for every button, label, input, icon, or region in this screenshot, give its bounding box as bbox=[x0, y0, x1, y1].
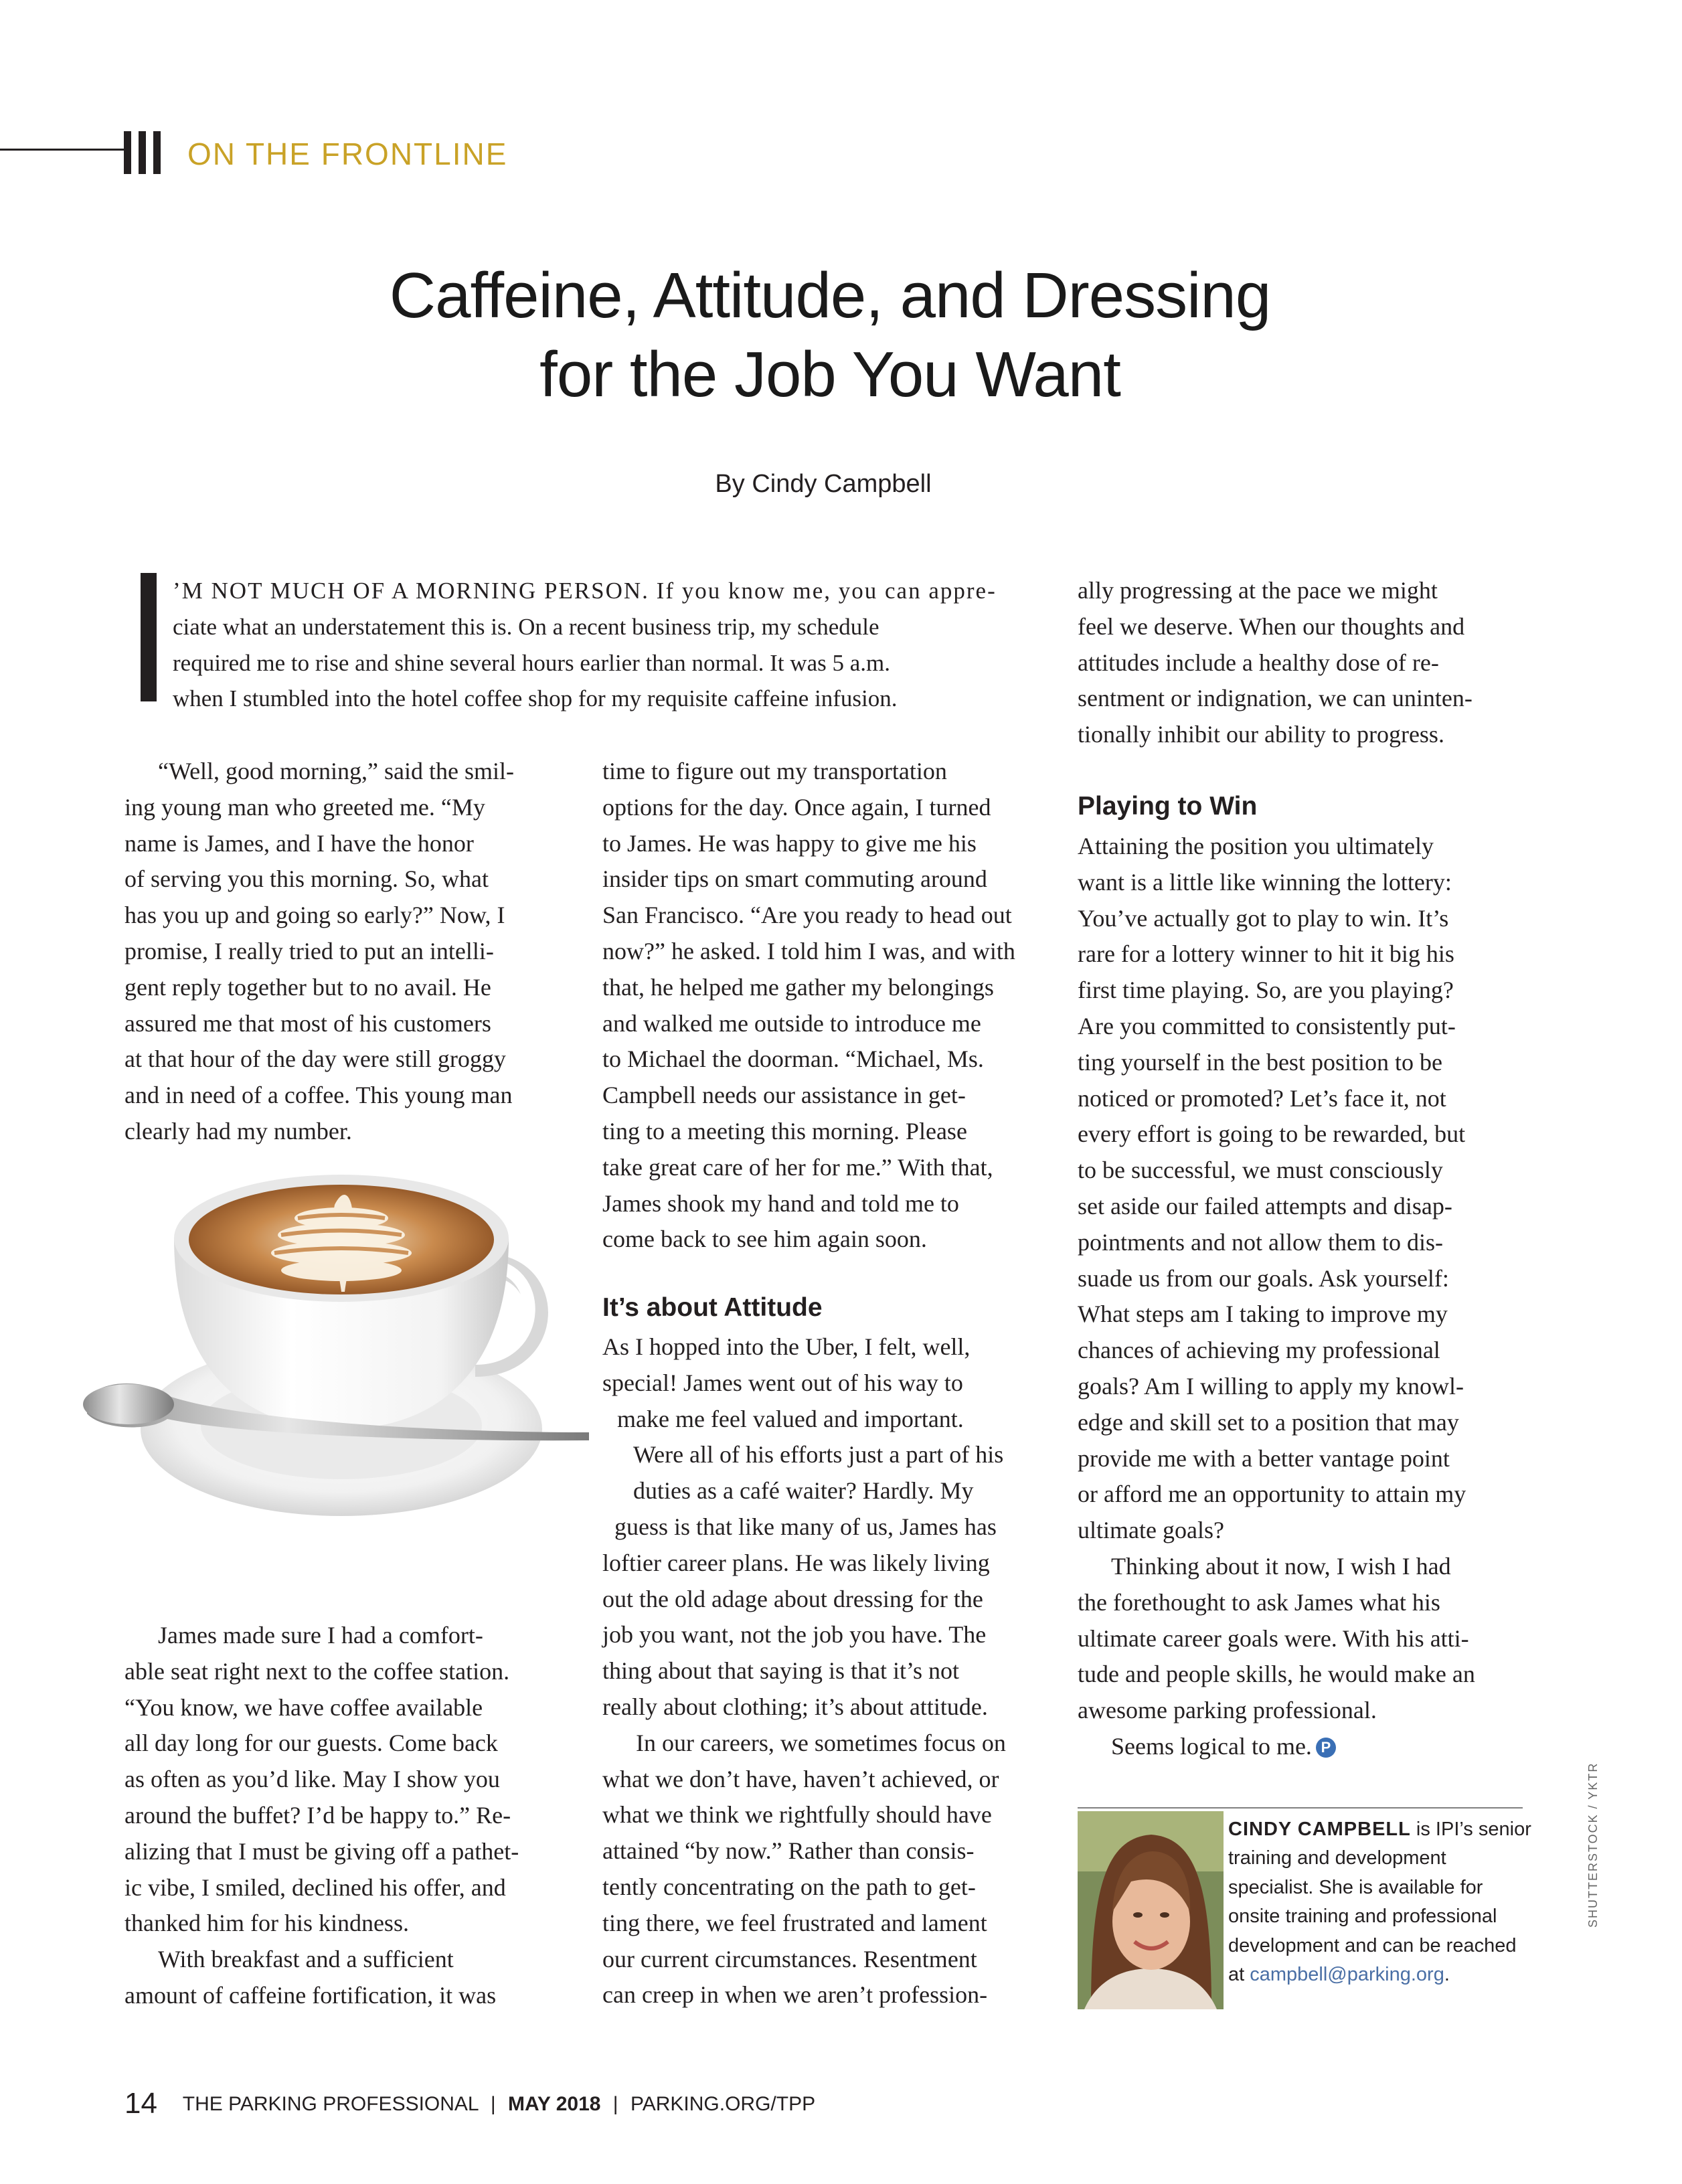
text-line: come back to see him again soon. bbox=[602, 1226, 927, 1253]
page-footer bbox=[124, 2087, 815, 2120]
text-line: rare for a lottery winner to hit it big his bbox=[1078, 940, 1454, 968]
text-line: around the buffet? I’d be happy to.” Re- bbox=[124, 1801, 511, 1829]
text-line: alizing that I must be giving off a pathet- bbox=[124, 1837, 519, 1865]
text-line: James shook my hand and told me to bbox=[602, 1189, 959, 1217]
text-line: awesome parking professional. bbox=[1078, 1697, 1377, 1724]
text-line: San Francisco. “Are you ready to head out bbox=[602, 902, 1012, 929]
intro-line: required me to rise and shine several hours earlier than normal. It was 5 a.m. bbox=[173, 649, 890, 676]
page-number: 14 bbox=[124, 2087, 157, 2120]
text-line: ultimate career goals were. With his atti- bbox=[1078, 1624, 1469, 1652]
author-name: CINDY CAMPBELL bbox=[1228, 1819, 1411, 1840]
text-line: James made sure I had a comfort- bbox=[158, 1622, 483, 1649]
text-line: ally progressing at the pace we might bbox=[1078, 577, 1438, 604]
text-line: time to figure out my transportation bbox=[602, 758, 947, 784]
text-line: sentment or indignation, we can uninten- bbox=[1078, 685, 1473, 712]
text-line: Campbell needs our assistance in get- bbox=[602, 1082, 966, 1109]
text-line: set aside our failed attempts and disap- bbox=[1078, 1192, 1452, 1220]
text-line: promise, I really tried to put an intelli- bbox=[124, 937, 494, 964]
text-line: “You know, we have coffee available bbox=[124, 1693, 483, 1721]
text-line: as often as you’d like. May I show you bbox=[124, 1766, 500, 1793]
text-line: out the old adage about dressing for the bbox=[602, 1585, 983, 1612]
text-line: ic vibe, I smiled, declined his offer, and bbox=[124, 1873, 506, 1901]
bio-line: at campbell@parking.org. bbox=[1228, 1964, 1450, 1986]
text-line: special! James went out of his way to bbox=[602, 1369, 963, 1396]
text-line: want is a little like winning the lottery: bbox=[1078, 868, 1452, 896]
intro-line: ’M NOT MUCH OF A MORNING PERSON. If you know me, you can appre- bbox=[173, 578, 997, 604]
intro-paragraph bbox=[173, 573, 997, 717]
text-line: to be successful, we must consciously bbox=[1078, 1157, 1443, 1184]
text-line: In our careers, we sometimes focus on bbox=[636, 1729, 1006, 1756]
text-line: With breakfast and a sufficient bbox=[158, 1946, 454, 1973]
text-line: What steps am I taking to improve my bbox=[1078, 1300, 1448, 1328]
text-line: attitudes include a healthy dose of re- bbox=[1078, 649, 1439, 676]
header-rule bbox=[0, 149, 129, 151]
text-line: You’ve actually got to play to win. It’s bbox=[1078, 904, 1449, 932]
text-line: to Michael the doorman. “Michael, Ms. bbox=[602, 1045, 984, 1073]
intro-line: ciate what an understatement this is. On a recent business trip, my schedule bbox=[173, 613, 879, 640]
text-line: attained “by now.” Rather than consis- bbox=[602, 1837, 975, 1865]
text-line: ultimate goals? bbox=[1078, 1517, 1224, 1544]
text-line: ing young man who greeted me. “My bbox=[124, 793, 485, 821]
text-line: all day long for our guests. Come back bbox=[124, 1730, 498, 1757]
text-line: ting yourself in the best position to be bbox=[1078, 1048, 1442, 1076]
bio-line: onsite training and professional bbox=[1228, 1906, 1497, 1928]
bio-line: training and development bbox=[1228, 1847, 1446, 1869]
text-line: tude and people skills, he would make an bbox=[1078, 1661, 1475, 1688]
text-line: can creep in when we aren’t profession- bbox=[602, 1981, 988, 2009]
text-line: job you want, not the job you have. The bbox=[602, 1621, 987, 1649]
text-line: that, he helped me gather my belongings bbox=[602, 973, 994, 1001]
bio-line: development and can be reached bbox=[1228, 1934, 1517, 1956]
text-line: what we think we rightfully should have bbox=[602, 1801, 992, 1829]
text-line: name is James, and I have the honor bbox=[124, 829, 474, 857]
text-line: at that hour of the day were still groggy bbox=[124, 1045, 506, 1073]
text-line: of serving you this morning. So, what bbox=[124, 865, 489, 893]
text-line: clearly had my number. bbox=[124, 1117, 352, 1145]
column-2-bottom bbox=[602, 1329, 1006, 2013]
text-line: make me feel valued and important. bbox=[617, 1405, 964, 1432]
column-3-top bbox=[1078, 573, 1473, 753]
text-line: edge and skill set to a position that may bbox=[1078, 1408, 1459, 1436]
title-line-2: for the Job You Want bbox=[539, 339, 1120, 410]
text-line: thanked him for his kindness. bbox=[124, 1910, 409, 1937]
text-line: gent reply together but to no avail. He bbox=[124, 973, 491, 1001]
text-line: Are you committed to consistently put- bbox=[1078, 1012, 1456, 1039]
publication-name: THE PARKING PROFESSIONAL bbox=[182, 2093, 479, 2115]
text-line: duties as a café waiter? Hardly. My bbox=[633, 1477, 974, 1505]
text-line: has you up and going so early?” Now, I bbox=[124, 902, 505, 929]
column-3-bottom bbox=[1078, 829, 1475, 1765]
drop-cap-i bbox=[141, 573, 157, 701]
text-line: to James. He was happy to give me his bbox=[602, 829, 977, 857]
text-line: ting to a meeting this morning. Please bbox=[602, 1117, 967, 1145]
text-line: feel we deserve. When our thoughts and bbox=[1078, 612, 1465, 640]
text-line: really about clothing; it’s about attitude. bbox=[602, 1693, 988, 1720]
end-mark-icon: P bbox=[1316, 1738, 1336, 1758]
section-bars-icon bbox=[124, 131, 164, 174]
bio-line: CINDY CAMPBELL is IPI’s senior bbox=[1228, 1819, 1531, 1840]
article-title bbox=[201, 256, 1459, 414]
text-line: tently concentrating on the path to get- bbox=[602, 1873, 976, 1900]
bio-rule bbox=[1078, 1807, 1523, 1809]
intro-line: when I stumbled into the hotel coffee shop for my requisite caffeine infusion. bbox=[173, 685, 898, 712]
text-line: thing about that saying is that it’s not bbox=[602, 1657, 959, 1685]
author-photo bbox=[1078, 1811, 1224, 2009]
text-line: pointments and not allow them to dis- bbox=[1078, 1228, 1443, 1256]
heading-playing-to-win: Playing to Win bbox=[1078, 792, 1258, 821]
author-bio bbox=[1228, 1815, 1531, 1989]
text-line: every effort is going to be rewarded, but bbox=[1078, 1120, 1466, 1148]
heading-attitude: It’s about Attitude bbox=[602, 1293, 823, 1322]
text-line: chances of achieving my professional bbox=[1078, 1337, 1440, 1364]
text-line: noticed or promoted? Let’s face it, not bbox=[1078, 1084, 1446, 1112]
publication-url[interactable]: PARKING.ORG/TPP bbox=[630, 2093, 816, 2115]
text-line: insider tips on smart commuting around bbox=[602, 865, 987, 893]
text-line: guess is that like many of us, James has bbox=[614, 1513, 997, 1540]
text-line: Thinking about it now, I wish I had bbox=[1111, 1552, 1451, 1580]
text-line: loftier career plans. He was likely living bbox=[602, 1549, 990, 1576]
column-2-top bbox=[602, 754, 1015, 1258]
text-line: ting there, we feel frustrated and lament bbox=[602, 1909, 987, 1936]
text-line: first time playing. So, are you playing? bbox=[1078, 977, 1454, 1004]
text-line: amount of caffeine fortification, it was bbox=[124, 1981, 497, 2009]
footer-separator: | bbox=[490, 2093, 496, 2115]
column-1-bottom bbox=[124, 1618, 519, 2014]
text-line: options for the day. Once again, I turned bbox=[602, 793, 991, 821]
text-line: Attaining the position you ultimately bbox=[1078, 833, 1434, 859]
byline: By Cindy Campbell bbox=[715, 470, 932, 498]
text-line: our current circumstances. Resentment bbox=[602, 1945, 977, 1972]
column-1-top bbox=[124, 754, 514, 1150]
text-line: Were all of his efforts just a part of his bbox=[633, 1441, 1004, 1468]
text-line: and in need of a coffee. This young man bbox=[124, 1082, 513, 1109]
text-line: take great care of her for me.” With that, bbox=[602, 1153, 993, 1181]
text-line: goals? Am I willing to apply my knowl- bbox=[1078, 1372, 1464, 1400]
section-label: ON THE FRONTLINE bbox=[187, 137, 508, 171]
title-line-1: Caffeine, Attitude, and Dressing bbox=[389, 260, 1271, 331]
text-line: able seat right next to the coffee station. bbox=[124, 1657, 510, 1685]
coffee-cup-image bbox=[74, 1165, 609, 1539]
text-line: and walked me outside to introduce me bbox=[602, 1009, 981, 1037]
text-line: assured me that most of his customers bbox=[124, 1009, 491, 1037]
issue-date: MAY 2018 bbox=[508, 2093, 601, 2115]
footer-separator: | bbox=[612, 2093, 618, 2115]
text-line: the forethought to ask James what his bbox=[1078, 1588, 1440, 1616]
text-line: As I hopped into the Uber, I felt, well, bbox=[602, 1333, 971, 1360]
bio-line: specialist. She is available for bbox=[1228, 1876, 1483, 1898]
photo-credit: SHUTTERSTOCK / YKTR bbox=[1586, 1762, 1600, 1928]
text-line: tionally inhibit our ability to progress. bbox=[1078, 721, 1444, 748]
text-line: suade us from our goals. Ask yourself: bbox=[1078, 1264, 1449, 1292]
text-line: “Well, good morning,” said the smil- bbox=[158, 758, 515, 784]
text-line: Seems logical to me. P bbox=[1078, 1729, 1475, 1765]
text-line: or afford me an opportunity to attain my bbox=[1078, 1481, 1466, 1508]
author-email-link[interactable]: campbell@parking.org bbox=[1250, 1964, 1444, 1986]
text-line: what we don’t have, haven’t achieved, or bbox=[602, 1765, 999, 1792]
text-line: provide me with a better vantage point bbox=[1078, 1444, 1450, 1472]
text-line: now?” he asked. I told him I was, and with bbox=[602, 937, 1015, 964]
